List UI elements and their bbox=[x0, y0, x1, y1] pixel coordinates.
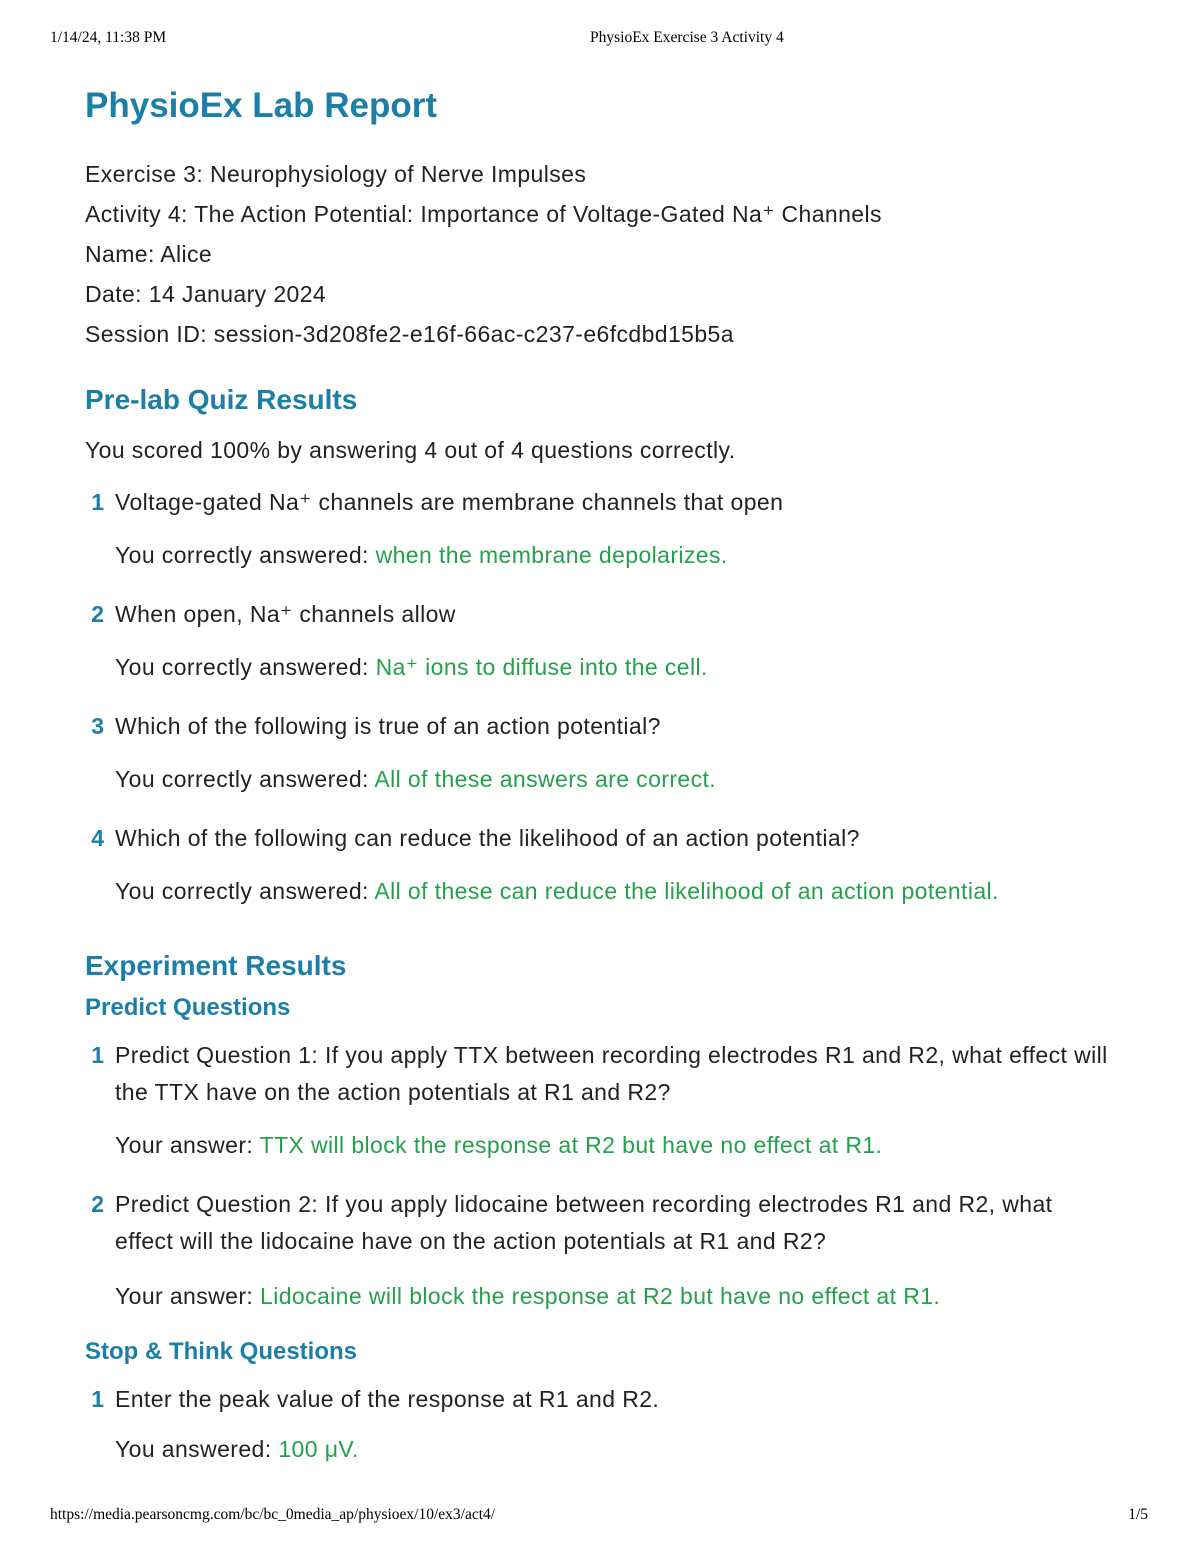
quiz-score-summary: You scored 100% by answering 4 out of 4 questions correctly. bbox=[85, 437, 736, 463]
correct-answer: All of these can reduce the likelihood of an action potential. bbox=[374, 878, 999, 904]
correct-answer: All of these answers are correct. bbox=[374, 766, 717, 792]
experiment-results-section bbox=[85, 946, 1150, 1468]
answer-label: You correctly answered: bbox=[115, 766, 369, 792]
answer-label: Your answer: bbox=[115, 1132, 254, 1158]
answer-line bbox=[85, 1127, 1113, 1164]
answer-label: Your answer: bbox=[115, 1283, 254, 1309]
prelab-quiz-heading: Pre-lab Quiz Results bbox=[85, 384, 358, 415]
correct-answer: when the membrane depolarizes. bbox=[375, 542, 728, 568]
student-answer: TTX will block the response at R2 but have no effect at R1. bbox=[259, 1132, 883, 1158]
student-name: Name: Alice bbox=[85, 241, 213, 267]
activity-line: Activity 4: The Action Potential: Importance of Voltage-Gated Na⁺ Channels bbox=[85, 201, 882, 227]
student-answer: Lidocaine will block the response at R2 but have no effect at R1. bbox=[260, 1283, 941, 1309]
prelab-question-3 bbox=[85, 708, 1150, 798]
session-id: Session ID: session-3d208fe2-e16f-66ac-c237-e6fcdbd15b5a bbox=[85, 321, 734, 347]
predict-question-1 bbox=[85, 1037, 1150, 1164]
question-text: Predict Question 1: If you apply TTX between recording electrodes R1 and R2, what effect will the TTX have on the action potentials at R1 and R2? bbox=[115, 1042, 1108, 1105]
question-text: Predict Question 2: If you apply lidocaine between recording electrodes R1 and R2, what effect will the lidocaine have on the action potentials at R1 and R2? bbox=[115, 1191, 1053, 1254]
question-number: 1 bbox=[91, 489, 104, 515]
answer-label: You answered: bbox=[115, 1436, 272, 1462]
predict-question-2 bbox=[85, 1186, 1150, 1315]
print-footer-url: https://media.pearsoncmg.com/bc/bc_0media_ap/physioex/10/ex3/act4/ bbox=[50, 1506, 496, 1523]
answer-line bbox=[85, 873, 1113, 910]
stop-think-question-1 bbox=[85, 1381, 1150, 1468]
question-line bbox=[85, 596, 1113, 633]
question-text: When open, Na⁺ channels allow bbox=[115, 601, 456, 627]
question-number: 4 bbox=[91, 825, 104, 851]
question-number: 2 bbox=[91, 601, 104, 627]
prelab-question-4 bbox=[85, 820, 1150, 910]
prelab-quiz-section bbox=[85, 380, 1150, 910]
report-date: Date: 14 January 2024 bbox=[85, 281, 327, 307]
question-number: 2 bbox=[91, 1191, 104, 1217]
print-header-document-title: PhysioEx Exercise 3 Activity 4 bbox=[590, 29, 784, 46]
experiment-results-heading: Experiment Results bbox=[85, 950, 347, 981]
predict-questions-heading: Predict Questions bbox=[85, 994, 291, 1021]
question-line bbox=[85, 484, 1113, 521]
exercise-line: Exercise 3: Neurophysiology of Nerve Impulses bbox=[85, 161, 587, 187]
print-header-datetime: 1/14/24, 11:38 PM bbox=[50, 29, 167, 46]
question-text: Which of the following can reduce the likelihood of an action potential? bbox=[115, 825, 860, 851]
answer-label: You correctly answered: bbox=[115, 654, 369, 680]
prelab-question-1 bbox=[85, 484, 1150, 574]
report-title: PhysioEx Lab Report bbox=[85, 86, 438, 125]
lab-report bbox=[85, 80, 1150, 1468]
answer-label: You correctly answered: bbox=[115, 878, 369, 904]
question-number: 3 bbox=[91, 713, 104, 739]
print-footer-page-number: 1/5 bbox=[1128, 1506, 1148, 1523]
answer-label: You correctly answered: bbox=[115, 542, 369, 568]
prelab-question-2 bbox=[85, 596, 1150, 686]
question-number: 1 bbox=[91, 1042, 104, 1068]
question-line bbox=[85, 1381, 1113, 1418]
question-text: Voltage-gated Na⁺ channels are membrane channels that open bbox=[115, 489, 784, 515]
answer-line bbox=[85, 649, 1113, 686]
question-line bbox=[85, 820, 1113, 857]
answer-line bbox=[85, 1278, 1113, 1315]
question-number: 1 bbox=[91, 1386, 104, 1412]
question-text: Enter the peak value of the response at R1 and R2. bbox=[115, 1386, 660, 1412]
answer-line bbox=[85, 1431, 1113, 1468]
question-text: Which of the following is true of an action potential? bbox=[115, 713, 661, 739]
answer-line bbox=[85, 761, 1113, 798]
question-line bbox=[85, 1037, 1113, 1111]
question-line bbox=[85, 708, 1113, 745]
report-details bbox=[85, 154, 1150, 354]
answer-line bbox=[85, 537, 1113, 574]
stop-think-questions-heading: Stop & Think Questions bbox=[85, 1338, 358, 1365]
question-line bbox=[85, 1186, 1113, 1260]
student-answer: 100 μV. bbox=[278, 1436, 359, 1462]
correct-answer: Na⁺ ions to diffuse into the cell. bbox=[375, 654, 708, 680]
